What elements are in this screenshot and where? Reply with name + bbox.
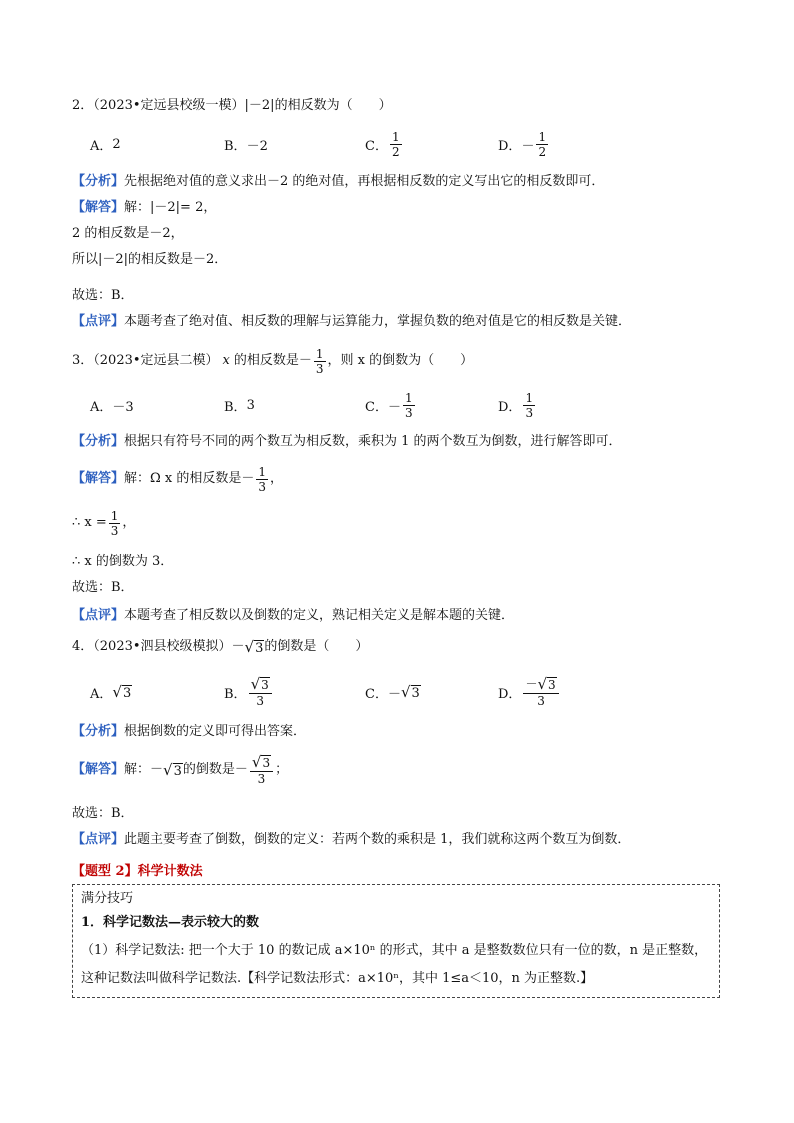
fraction: $\frac{1}{3}$ (525, 390, 534, 420)
section-title: 【题型 2】科学计数法 (72, 864, 203, 879)
q4-analysis: 【分析】根据倒数的定义即可得出答案． (72, 724, 307, 739)
fraction: $\frac{1}{3}$ (110, 508, 119, 538)
tips-box (72, 884, 720, 998)
q2-options (90, 124, 690, 164)
tips-line-1: （1）科学记数法: 把一个大于 10 的数记成 a×10ⁿ 的形式，其中 a 是整数数位只有一位的数，n 是正整数， (81, 943, 708, 958)
fraction: $\frac{1}{2}$ (391, 129, 400, 159)
q3-answer-line3: ∴ x 的倒数为 3． (72, 554, 174, 569)
q2-comment: 【点评】本题考查了绝对值、相反数的理解与运算能力，掌握负数的绝对值是它的相反数是关键． (72, 314, 632, 329)
fraction: √ 3 3 (249, 676, 272, 708)
q2-stem-suffix: 的相反数为（ ） (274, 98, 392, 113)
q4-comment: 【点评】此题主要考查了倒数，倒数的定义：若两个数的乘积是 1，我们就称这两个数互为倒数． (72, 832, 631, 847)
q4-answer: 【解答】 解：－ √ 3 的倒数是－ √ 3 3 ； (72, 753, 289, 786)
fraction: $\frac{1}{3}$ (258, 464, 267, 494)
q3-option-b: B． 3 (224, 397, 255, 415)
radical: √ 3 (112, 682, 132, 701)
radical: √ 3 (537, 675, 556, 693)
q4-choice: 故选：B． (72, 806, 134, 821)
radical: √ 3 (400, 682, 420, 701)
q3-options (90, 385, 690, 425)
q4-options (90, 672, 690, 712)
radical: √ 3 (251, 753, 271, 771)
q4-option-d: D． － √ 3 3 (498, 672, 561, 712)
q3-answer-line2: ∴ x = $\frac{1}{3}$ ， (72, 508, 136, 538)
fraction: √ 3 3 (250, 754, 273, 786)
q4-stem: 4．（2023•泗县校级模拟）－ √ 3 的倒数是（ ） (72, 637, 369, 656)
q2-answer-line2: 2 的相反数是－2， (72, 226, 184, 241)
q4-option-a: A． √ 3 (90, 682, 132, 702)
q2-option-c: C． $\frac{1}{2}$ (365, 129, 400, 159)
radical: √ 3 (250, 675, 269, 693)
tips-line-2: 这种记数法叫做科学记数法.【科学记数法形式：a×10ⁿ，其中 1≤a＜10，n 为正整数.】 (81, 971, 594, 986)
q3-option-d: D． $\frac{1}{3}$ (498, 390, 534, 420)
q2-option-b: B． －2 (224, 138, 268, 154)
q4-option-c: C． － √ 3 (365, 682, 420, 702)
fraction: － √ 3 3 (523, 676, 558, 708)
q3-stem: 3．（2023•定远县二模） x 的相反数是－ $\frac{1}{3}$ ，则 x 的倒数为（ ） (72, 346, 474, 376)
q3-comment: 【点评】本题考查了相反数以及倒数的定义，熟记相关定义是解本题的关键． (72, 608, 515, 623)
radical: √ 3 (244, 637, 264, 656)
q2-expr: |－2| (244, 98, 275, 113)
q2-answer-line3: 所以|－2|的相反数是－2． (72, 252, 228, 267)
fraction: $\frac{1}{2}$ (538, 129, 547, 159)
q3-option-a: A． －3 (90, 399, 134, 415)
radical: √ 3 (163, 760, 182, 779)
q2-source: 2．（2023•定远县校级一模） (72, 98, 245, 113)
q2-analysis: 【分析】先根据绝对值的意义求出－2 的绝对值，再根据相反数的定义写出它的相反数即可． (72, 174, 605, 189)
q2-stem (72, 96, 392, 116)
q2-option-d: D． － $\frac{1}{2}$ (498, 129, 547, 159)
q3-choice: 故选：B． (72, 580, 134, 595)
q2-answer-line1: 【解答】解：|－2|= 2， (72, 200, 217, 215)
q3-answer-line1: 【解答】 解：Ω x 的相反数是－ $\frac{1}{3}$ ， (72, 464, 284, 494)
q3-analysis: 【分析】根据只有符号不同的两个数互为相反数，乘积为 1 的两个数互为倒数，进行解答即可． (72, 434, 622, 449)
q2-choice: 故选：B． (72, 288, 134, 303)
fraction: $\frac{1}{3}$ (404, 390, 413, 420)
tips-subheading: 1．科学记数法—表示较大的数 (81, 915, 260, 930)
q3-option-c: C． － $\frac{1}{3}$ (365, 390, 413, 420)
fraction: $\frac{1}{3}$ (315, 346, 324, 376)
tips-header: 满分技巧 (81, 891, 134, 906)
q4-option-b: B． √ 3 3 (224, 672, 274, 712)
q2-option-a: A． 2 (90, 136, 121, 154)
